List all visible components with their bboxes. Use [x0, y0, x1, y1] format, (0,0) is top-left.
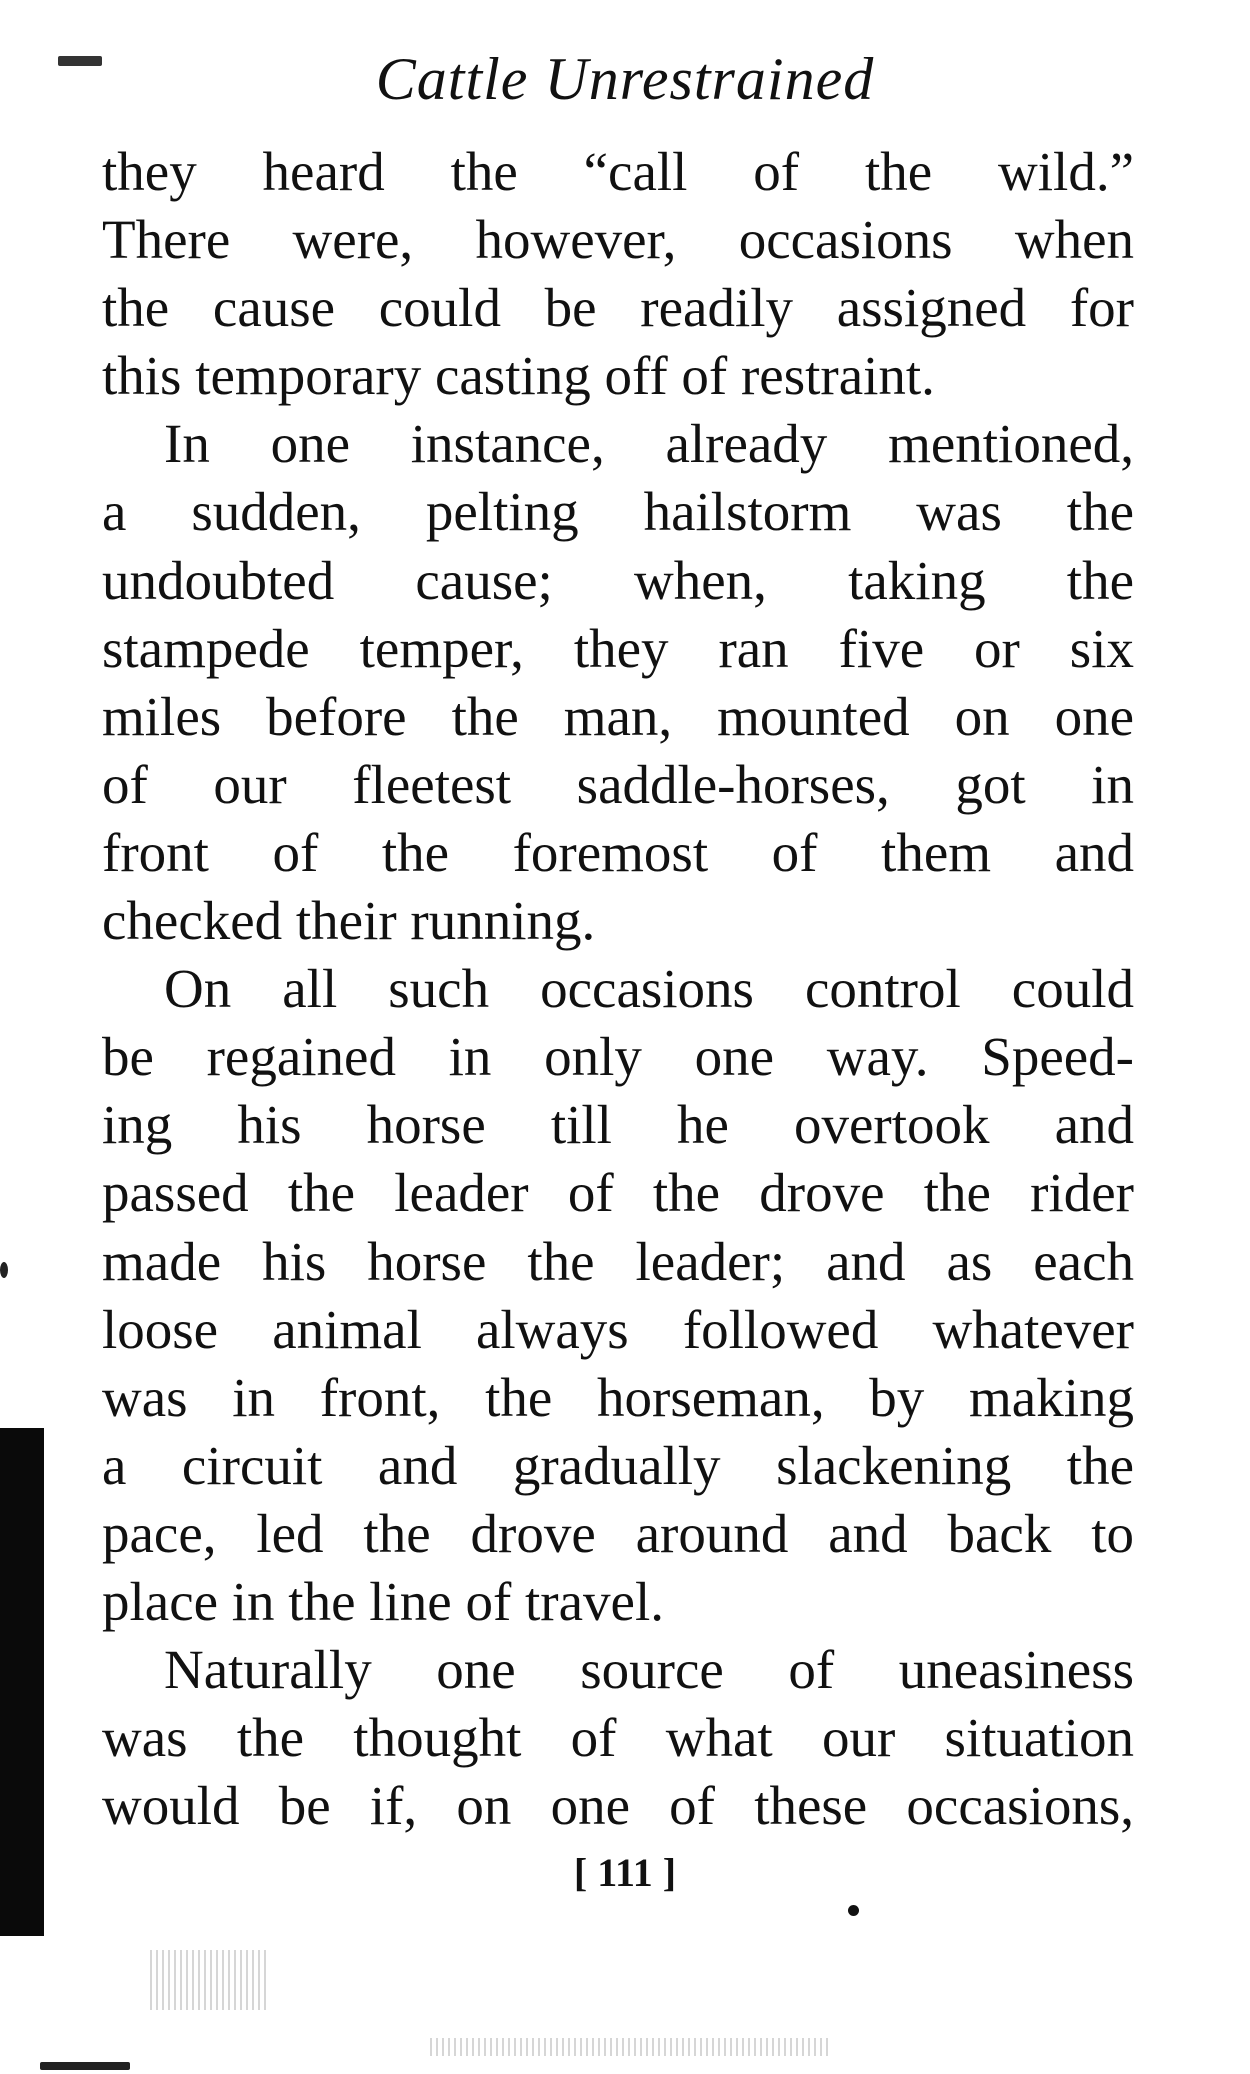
text-line: of our fleetest saddle-horses, got in: [102, 753, 1134, 815]
text-line: made his horse the leader; and as each: [102, 1230, 1134, 1292]
text-line: a circuit and gradually slackening the: [102, 1434, 1134, 1496]
scan-speck: [58, 56, 102, 66]
text-line: loose animal always followed whatever: [102, 1298, 1134, 1360]
scan-dust: [150, 1950, 270, 2010]
text-line: Naturally one source of uneasiness: [164, 1639, 1134, 1701]
text-line: ing his horse till he overtook and: [102, 1094, 1134, 1156]
body-text: [102, 138, 1134, 1840]
text-line: stampede temper, they ran five or six: [102, 617, 1134, 679]
text-line: be regained in only one way. Speed-: [102, 1026, 1134, 1088]
text-line: checked their running.: [102, 890, 596, 952]
scan-speck: [848, 1905, 859, 1916]
text-line: front of the foremost of them and: [102, 821, 1134, 883]
scan-dust: [430, 2038, 830, 2056]
scan-edge-shadow: [0, 1428, 44, 1936]
text-line: pace, led the drove around and back to: [102, 1502, 1134, 1564]
text-line: On all such occasions control could: [164, 958, 1134, 1020]
text-line: miles before the man, mounted on one: [102, 685, 1134, 747]
scan-speck: [40, 2062, 130, 2070]
scan-speck: [0, 1262, 8, 1278]
text-line: was the thought of what our situation: [102, 1707, 1134, 1769]
text-line: There were, however, occasions when: [102, 209, 1134, 271]
text-line: this temporary casting off of restraint.: [102, 345, 935, 407]
running-head: Cattle Unrestrained: [375, 46, 875, 112]
text-line: a sudden, pelting hailstorm was the: [102, 481, 1134, 543]
text-line: they heard the “call of the wild.”: [102, 141, 1134, 202]
text-line: passed the leader of the drove the rider: [102, 1162, 1134, 1224]
text-line: undoubted cause; when, taking the: [102, 549, 1134, 611]
page-number: [ 111 ]: [573, 1850, 677, 1895]
text-line: In one instance, already mentioned,: [164, 413, 1134, 475]
text-line: the cause could be readily assigned for: [102, 277, 1134, 339]
text-line: was in front, the horseman, by making: [102, 1366, 1134, 1428]
text-line: place in the line of travel.: [102, 1570, 664, 1632]
text-line: would be if, on one of these occasions,: [102, 1775, 1134, 1837]
